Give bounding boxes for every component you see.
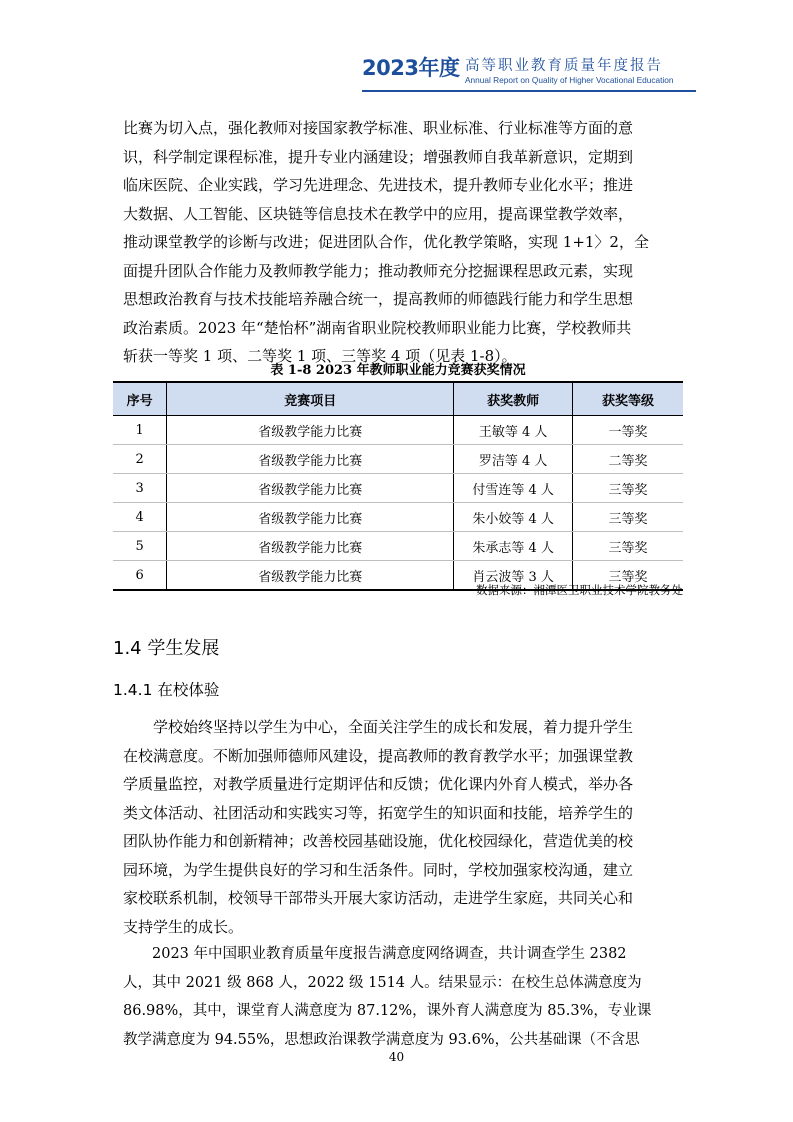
subsection-heading: 1.4.1 在校体验 — [113, 681, 220, 699]
cell-teacher: 付雪连等 4 人 — [454, 474, 573, 503]
header-cell-item: 竞赛项目 — [167, 382, 454, 416]
intro-paragraph — [123, 114, 673, 371]
text-line: 86.98%，其中，课堂育人满意度为 87.12%，课外育人满意度为 85.3%，专业课 — [123, 1003, 652, 1019]
text-line: 学质量监控，对教学质量进行定期评估和反馈；优化课内外育人模式，举办各 — [123, 775, 634, 793]
text-line: 临床医院、企业实践，学习先进理念、先进技术，提升教师专业化水平；推进 — [123, 176, 634, 194]
header-title: 高等职业教育质量年度报告 — [465, 58, 663, 74]
cell-level: 三等奖 — [573, 561, 683, 591]
page-number: 40 — [388, 1050, 405, 1064]
header-year: 2023年度 — [362, 56, 460, 80]
cell-level: 三等奖 — [573, 532, 683, 561]
cell-teacher: 朱承志等 4 人 — [454, 532, 573, 561]
text-line: 思想政治教育与技术技能培养融合统一，提高教师的师德践行能力和学生思想 — [123, 290, 634, 308]
experience-paragraph — [123, 713, 673, 941]
cell-teacher: 罗洁等 4 人 — [454, 445, 573, 474]
cell-item: 省级教学能力比赛 — [167, 561, 454, 591]
cell-level: 三等奖 — [573, 503, 683, 532]
survey-paragraph — [123, 940, 673, 1054]
section-heading: 1.4 学生发展 — [113, 638, 220, 659]
table-row — [113, 532, 683, 561]
table-source: 数据来源：湘潭医卫职业技术学院教务处 — [476, 583, 683, 597]
table-row — [113, 503, 683, 532]
cell-level: 三等奖 — [573, 474, 683, 503]
cell-item: 省级教学能力比赛 — [167, 445, 454, 474]
text-line: 在校满意度。不断加强师德师风建设，提高教师的教育教学水平；加强课堂教 — [123, 746, 634, 765]
text-line: 推动课堂教学的诊断与改进；促进团队合作，优化教学策略，实现 1+1〉2，全 — [123, 233, 649, 251]
text-line: 面提升团队合作能力及教师教学能力；推动教师充分挖掘课程思政元素，实现 — [123, 261, 634, 280]
cell-no: 3 — [113, 474, 167, 503]
cell-item: 省级教学能力比赛 — [167, 503, 454, 532]
header-cell-no: 序号 — [113, 382, 167, 416]
cell-no: 2 — [113, 445, 167, 474]
table-row — [113, 416, 683, 445]
header-rule — [362, 90, 696, 92]
text-line: 家校联系机制，校领导干部带头开展大家访活动，走进学生家庭，共同关心和 — [123, 889, 634, 907]
cell-item: 省级教学能力比赛 — [167, 416, 454, 445]
report-header — [362, 50, 732, 104]
text-line: 教学满意度为 94.55%，思想政治课教学满意度为 93.6%，公共基础课（不含思 — [123, 1031, 640, 1048]
text-line: 大数据、人工智能、区块链等信息技术在教学中的应用，提高课堂教学效率， — [123, 204, 634, 223]
text-line: 类文体活动、社团活动和实践实习等，拓宽学生的知识面和技能，培养学生的 — [123, 803, 634, 822]
cell-teacher: 王敏等 4 人 — [454, 416, 573, 445]
cell-level: 一等奖 — [573, 416, 683, 445]
awards-table — [113, 381, 683, 591]
header-subtitle: Annual Report on Quality of Higher Vocational Education — [465, 75, 674, 85]
cell-no: 4 — [113, 503, 167, 532]
text-line: 学校始终坚持以学生为中心，全面关注学生的成长和发展，着力提升学生 — [123, 718, 634, 736]
table-row — [113, 474, 683, 503]
text-line: 2023 年中国职业教育质量年度报告满意度网络调查，共计调查学生 2382 — [123, 946, 627, 962]
header-cell-level: 获奖等级 — [573, 382, 683, 416]
cell-item: 省级教学能力比赛 — [167, 532, 454, 561]
header-cell-teacher: 获奖教师 — [454, 382, 573, 416]
cell-no: 6 — [113, 561, 167, 591]
text-line: 斩获一等奖 1 项、二等奖 1 项、三等奖 4 项（见表 1-8）。 — [123, 347, 517, 365]
table-header-row — [113, 382, 683, 416]
cell-level: 二等奖 — [573, 445, 683, 474]
text-line: 团队协作能力和创新精神；改善校园基础设施，优化校园绿化，营造优美的校 — [123, 832, 634, 850]
text-line: 园环境，为学生提供良好的学习和生活条件。同时，学校加强家校沟通，建立 — [123, 860, 634, 879]
cell-item: 省级教学能力比赛 — [167, 474, 454, 503]
text-line: 人，其中 2021 级 868 人，2022 级 1514 人。结果显示：在校生总体满意度为 — [123, 974, 642, 991]
table-row — [113, 445, 683, 474]
text-line: 支持学生的成长。 — [123, 917, 244, 936]
cell-teacher: 肖云波等 3 人 — [454, 561, 573, 591]
text-line: 比赛为切入点，强化教师对接国家教学标准、职业标准、行业标准等方面的意 — [123, 119, 634, 137]
table-caption: 表 1-8 2023 年教师职业能力竞赛获奖情况 — [270, 363, 526, 378]
text-line: 政治素质。2023 年“楚怡杯”湖南省职业院校教师职业能力比赛，学校教师共 — [123, 318, 632, 337]
text-line: 识，科学制定课程标准，提升专业内涵建设；增强教师自我革新意识，定期到 — [123, 147, 634, 166]
cell-no: 1 — [113, 416, 167, 445]
cell-no: 5 — [113, 532, 167, 561]
cell-teacher: 朱小姣等 4 人 — [454, 503, 573, 532]
